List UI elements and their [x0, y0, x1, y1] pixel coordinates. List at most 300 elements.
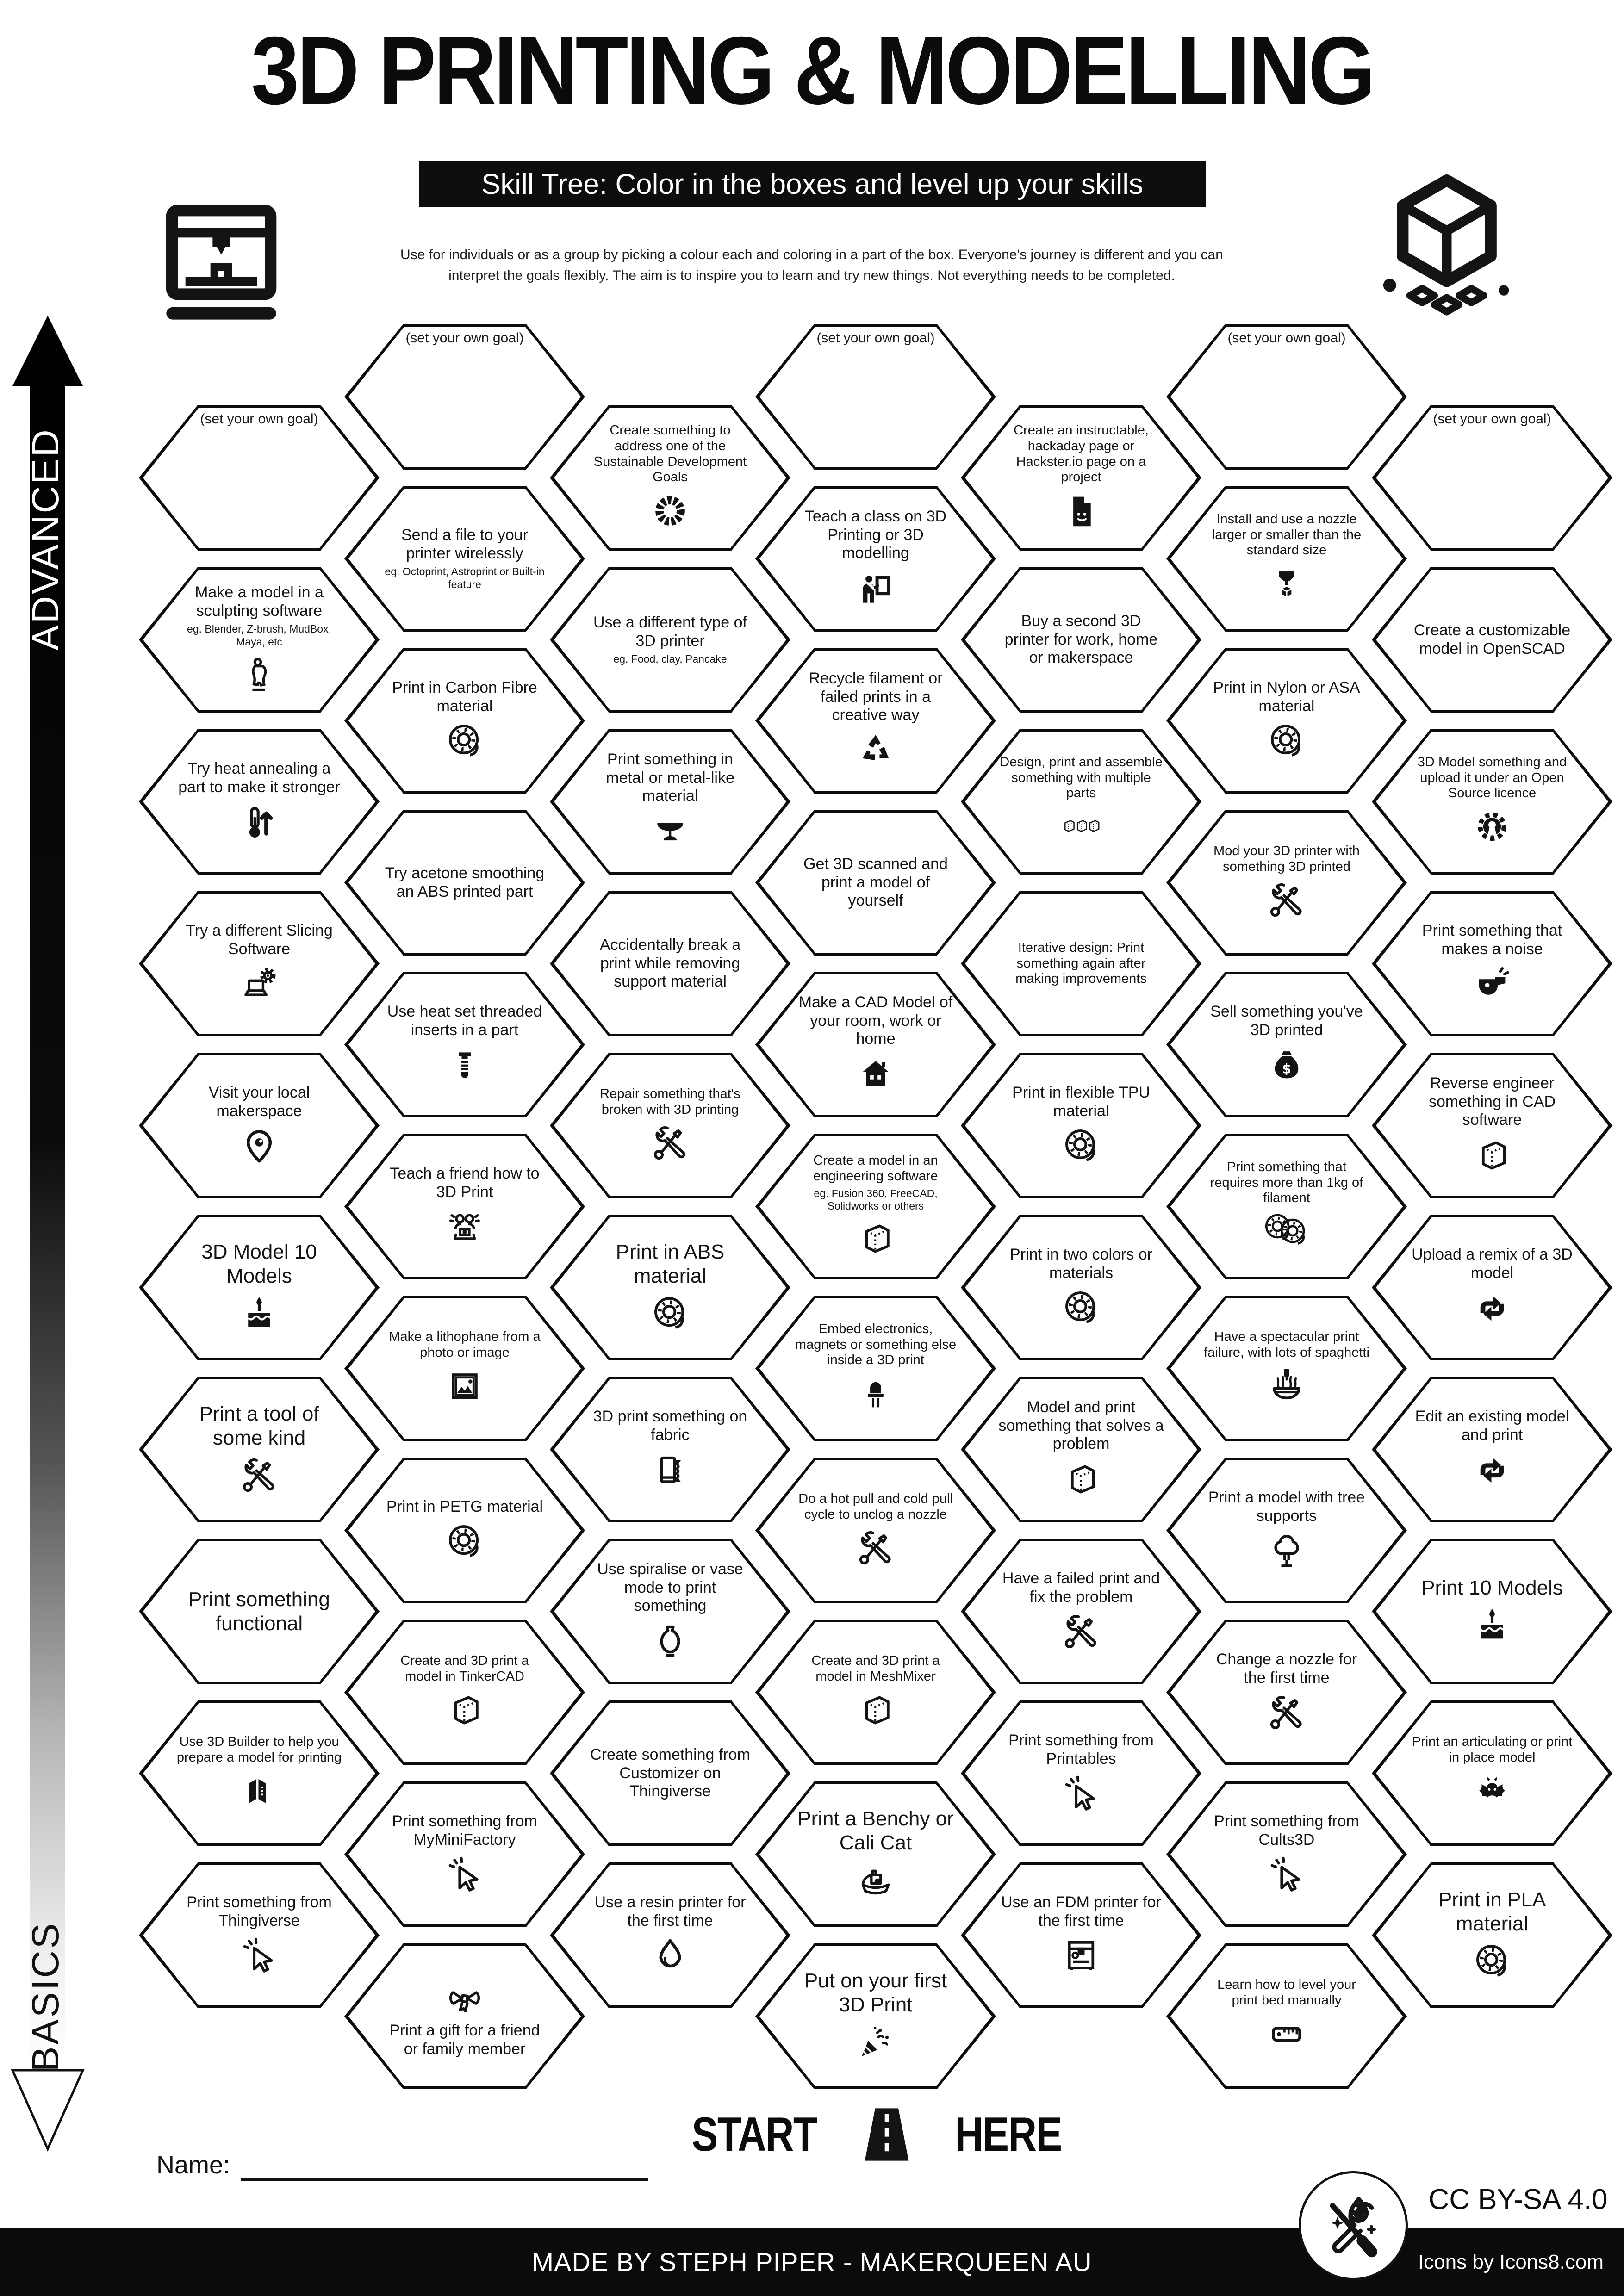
skill-label: Do a hot pull and cold pull cycle to unclog a nozzle	[798, 1491, 953, 1522]
hex-content	[961, 405, 1201, 551]
skill-label: Install and use a nozzle larger or smaller than the standard size	[1212, 512, 1362, 558]
skill-label: Learn how to level your print bed manually	[1217, 1977, 1356, 2008]
skill-label: Print in two colors or materials	[1010, 1246, 1152, 1282]
house-icon	[854, 1053, 897, 1096]
spool-icon	[1471, 1940, 1513, 1983]
skill-label: 3D Model 10 Models	[201, 1241, 317, 1287]
skill-label: Print something in metal or metal-like material	[606, 751, 734, 805]
printer-logo-icon	[147, 172, 295, 357]
arrow-down-head	[12, 2070, 83, 2149]
hex-content	[1166, 1296, 1407, 1441]
badge-tools-icon	[1312, 2184, 1394, 2267]
skill-label: Create a model in an engineering software	[813, 1153, 938, 1184]
gift-bow-icon	[443, 1977, 486, 2020]
skill-hex	[550, 1539, 790, 1684]
skill-hex	[139, 729, 380, 875]
skill-label: Use heat set threaded inserts in a part	[387, 1003, 542, 1039]
hex-content	[755, 648, 996, 794]
skill-label: Print something from MyMiniFactory	[392, 1812, 537, 1849]
hex-content	[344, 486, 585, 632]
skill-sublabel: eg. Food, clay, Pancake	[613, 653, 727, 665]
road-icon	[846, 2098, 927, 2171]
skill-label: Send a file to your printer wirelessly	[401, 526, 529, 562]
skill-hex	[1166, 486, 1407, 632]
skill-label: Print a model with tree supports	[1208, 1489, 1365, 1525]
skill-hex	[1166, 1620, 1407, 1765]
skill-hex	[139, 891, 380, 1036]
skill-label: Mod your 3D printer with something 3D printed	[1213, 843, 1360, 874]
skill-label: Print 10 Models	[1421, 1576, 1563, 1599]
skill-hex	[755, 1458, 996, 1603]
skill-label: Use 3D Builder to help you prepare a model for printing	[176, 1734, 342, 1765]
skill-label: Print something from Cults3D	[1214, 1812, 1359, 1849]
hex-content	[755, 324, 996, 470]
skill-hex	[961, 891, 1201, 1036]
skill-label: Print in Nylon or ASA material	[1213, 679, 1360, 715]
skill-label: Print in PLA material	[1438, 1888, 1546, 1935]
hex-content	[1166, 1620, 1407, 1765]
skill-hex	[961, 405, 1201, 551]
hex-content	[344, 1620, 585, 1765]
spool-icon	[1060, 1125, 1102, 1167]
tools-icon	[1265, 879, 1308, 922]
hex-content	[550, 1862, 790, 2008]
skill-label: Print something from Thingiverse	[187, 1893, 332, 1930]
map-pin-icon	[238, 1125, 280, 1167]
skill-hex	[1372, 891, 1612, 1036]
skill-label: Design, print and assemble something with multiple parts	[1000, 755, 1163, 801]
skill-hex	[344, 486, 585, 632]
anvil-icon	[649, 810, 691, 853]
hex-content	[1166, 1134, 1407, 1279]
maker-badge	[1299, 2171, 1408, 2280]
remix-arrows-icon	[1471, 1449, 1513, 1491]
set-own-goal-label: (set your own goal)	[1227, 330, 1346, 346]
skill-hex	[755, 1781, 996, 1927]
skill-label: Create and 3D print a model in MeshMixer	[811, 1653, 940, 1684]
tools-icon	[1265, 1692, 1308, 1734]
hex-content	[139, 729, 380, 875]
skill-label: Create an instructable, hackaday page or Hackster.io page on a project	[1014, 423, 1149, 485]
thermometer-up-icon	[238, 801, 280, 844]
skill-label: Teach a friend how to 3D Print	[390, 1165, 540, 1201]
hex-content	[139, 1539, 380, 1684]
hex-content	[344, 972, 585, 1117]
level-ruler-icon	[1265, 2013, 1308, 2055]
start-label: START	[691, 2107, 817, 2161]
skill-hex	[139, 1539, 380, 1684]
skill-hex-set-your-own-goal	[1166, 324, 1407, 470]
skill-label: Embed electronics, magnets or something else inside a 3D print	[795, 1322, 957, 1368]
skill-hex	[961, 1700, 1201, 1846]
skill-label: Try heat annealing a part to make it stronger	[178, 760, 340, 796]
skill-label: Visit your local makerspace	[208, 1084, 310, 1120]
hex-content	[961, 1053, 1201, 1198]
skill-hex	[550, 1700, 790, 1846]
skill-hex	[1166, 1781, 1407, 1927]
cake-icon	[1471, 1604, 1513, 1647]
benchy-icon	[854, 1859, 897, 1902]
skill-hex	[1166, 1134, 1407, 1279]
skill-label: Try a different Slicing Software	[186, 922, 333, 958]
party-icon	[854, 2021, 897, 2064]
spaghetti-icon	[1265, 1365, 1308, 1408]
skill-label: Print an articulating or print in place model	[1412, 1734, 1573, 1765]
hex-content	[961, 891, 1201, 1036]
document-face-icon	[1060, 490, 1102, 533]
skill-label: Print something that requires more than 1kg of filament	[1210, 1160, 1363, 1206]
skill-hex-set-your-own-goal	[755, 324, 996, 470]
hex-content	[139, 567, 380, 713]
cursor-icon	[1265, 1854, 1308, 1896]
cursor-icon	[443, 1854, 486, 1896]
skill-hex	[961, 1862, 1201, 2008]
opensource-gear-icon	[1471, 806, 1513, 849]
builder3d-icon	[238, 1770, 280, 1812]
skill-label: Model and print something that solves a problem	[998, 1398, 1164, 1453]
skill-label: Iterative design: Print something again after making improvements	[1015, 940, 1147, 987]
set-own-goal-label: (set your own goal)	[816, 330, 935, 346]
hex-content	[1166, 324, 1407, 470]
skill-hex	[1372, 567, 1612, 713]
arrow-up-head	[12, 316, 83, 386]
hex-content	[550, 1377, 790, 1522]
skill-label: Create and 3D print a model in TinkerCAD	[400, 1653, 529, 1684]
cursor-icon	[238, 1935, 280, 1977]
cursor-icon	[1060, 1773, 1102, 1815]
skill-hex	[1166, 810, 1407, 956]
hex-content	[1166, 1781, 1407, 1927]
skill-hex	[755, 1943, 996, 2089]
skill-hex	[344, 1620, 585, 1765]
hex-content	[139, 1862, 380, 2008]
hex-content	[1372, 1377, 1612, 1522]
skill-hex	[755, 1620, 996, 1765]
teacher-icon	[854, 567, 897, 610]
skill-label: Change a nozzle for the first time	[1216, 1651, 1357, 1687]
skill-hex	[344, 1943, 585, 2089]
hex-content	[755, 1458, 996, 1603]
droplet-icon	[649, 1935, 691, 1977]
skill-label: Buy a second 3D printer for work, home or makerspace	[1004, 612, 1158, 667]
slicer-laptop-icon	[238, 963, 280, 1005]
skill-label: Repair something that's broken with 3D printing	[600, 1086, 740, 1117]
footer-credit: MADE BY STEPH PIPER - MAKERQUEEN AU	[532, 2247, 1092, 2277]
nozzle-icon	[1265, 563, 1308, 606]
hex-content	[344, 810, 585, 956]
hex-content	[344, 1781, 585, 1927]
hex-content	[1166, 648, 1407, 794]
hex-content	[344, 1943, 585, 2089]
skill-hex	[1372, 1539, 1612, 1684]
skill-hex	[1166, 1943, 1407, 2089]
hex-content	[1372, 1215, 1612, 1360]
hex-content	[1166, 972, 1407, 1117]
hex-content	[550, 891, 790, 1036]
skill-label: Make a model in a sculpting software	[195, 583, 324, 620]
hex-content	[1372, 1053, 1612, 1198]
skill-label: Print a gift for a friend or family member	[389, 2022, 540, 2058]
screw-icon	[443, 1044, 486, 1086]
skill-hex	[550, 1862, 790, 2008]
skill-hex	[755, 972, 996, 1117]
fabric-icon	[649, 1449, 691, 1491]
skill-hex	[1166, 972, 1407, 1117]
skill-label: Upload a remix of a 3D model	[1412, 1246, 1573, 1282]
skill-hex	[1166, 1458, 1407, 1603]
skill-hex	[550, 567, 790, 713]
recycle-icon	[854, 729, 897, 772]
skill-label: Create something to address one of the Sustainable Development Goals	[593, 423, 747, 485]
skill-hex	[961, 1377, 1201, 1522]
description: Use for individuals or as a group by picking a colour each and coloring in a part of the box. Everyone's journey is different and you can interpret the goals flexibly. The aim is to inspire you to learn and try new things. Not everything needs to be completed.	[400, 247, 1223, 283]
isocube-logo-icon	[1369, 161, 1524, 324]
skill-hex	[550, 405, 790, 551]
hex-content	[550, 729, 790, 875]
skill-hex	[1372, 1215, 1612, 1360]
skill-label: Make a lithophane from a photo or image	[389, 1329, 541, 1360]
skill-hex	[755, 1296, 996, 1441]
hex-content	[755, 1781, 996, 1927]
hex-content	[139, 1053, 380, 1198]
hex-content	[961, 1700, 1201, 1846]
skill-hex	[550, 1215, 790, 1360]
skill-hex	[755, 648, 996, 794]
skill-label: Print something that makes a noise	[1422, 922, 1562, 958]
skill-hex	[550, 1053, 790, 1198]
fdm-printer-icon	[1060, 1935, 1102, 1977]
hex-content	[755, 1296, 996, 1441]
skill-sublabel: eg. Fusion 360, FreeCAD, Solidworks or others	[814, 1187, 938, 1212]
skill-label: 3D print something on fabric	[593, 1408, 747, 1444]
hex-content	[550, 1700, 790, 1846]
hex-content	[755, 1134, 996, 1279]
hex-content	[139, 1377, 380, 1522]
skill-hex	[139, 1862, 380, 2008]
hex-content	[755, 1620, 996, 1765]
skill-hex	[139, 1700, 380, 1846]
skill-hex	[1166, 1296, 1407, 1441]
name-fill-line	[241, 2178, 648, 2181]
subtitle-banner	[419, 161, 1206, 207]
skill-label: Have a failed print and fix the problem	[1002, 1570, 1160, 1606]
skill-hex-set-your-own-goal	[344, 324, 585, 470]
skill-hex	[1372, 1700, 1612, 1846]
skill-label: Use a resin printer for the first time	[594, 1893, 746, 1930]
hex-content	[755, 810, 996, 956]
skill-hex	[1372, 1377, 1612, 1522]
hex-content	[755, 972, 996, 1117]
skill-hex	[961, 729, 1201, 875]
hex-content	[344, 324, 585, 470]
hex-content	[550, 567, 790, 713]
hex-content	[755, 1943, 996, 2089]
skill-hex-set-your-own-goal	[139, 405, 380, 551]
hex-content	[344, 1458, 585, 1603]
cake-icon	[238, 1292, 280, 1335]
skill-hex	[961, 1539, 1201, 1684]
skill-label: Print a Benchy or Cali Cat	[797, 1807, 954, 1854]
hex-content	[1166, 1943, 1407, 2089]
skill-hex	[755, 1134, 996, 1279]
skill-hex	[961, 1053, 1201, 1198]
hex-content	[550, 1215, 790, 1360]
basics-label: BASICS	[25, 1921, 67, 2072]
icons-credit: Icons by Icons8.com	[1418, 2250, 1604, 2273]
tools-icon	[854, 1527, 897, 1570]
hex-content	[550, 405, 790, 551]
skill-label: Print in ABS material	[616, 1241, 725, 1287]
license-text: CC BY-SA 4.0	[1428, 2184, 1608, 2215]
skill-hex	[139, 1215, 380, 1360]
skill-hex	[1372, 1862, 1612, 2008]
skill-hex	[344, 810, 585, 956]
advanced-label: ADVANCED	[25, 428, 67, 651]
hex-content	[1372, 567, 1612, 713]
hex-content	[344, 648, 585, 794]
hex-content	[961, 1377, 1201, 1522]
sdg-wheel-icon	[649, 490, 691, 533]
cube-icon	[443, 1689, 486, 1731]
skill-label: Put on your first 3D Print	[804, 1969, 947, 2016]
skill-label: Sell something you've 3D printed	[1210, 1003, 1363, 1039]
cube-icon	[854, 1217, 897, 1260]
sculpture-icon	[238, 653, 280, 696]
hex-content	[1166, 1458, 1407, 1603]
skill-hex	[961, 567, 1201, 713]
hex-content	[1166, 810, 1407, 956]
hex-content	[139, 891, 380, 1036]
skill-hex	[1372, 729, 1612, 875]
skill-label: Print in Carbon Fibre material	[392, 679, 537, 715]
skill-hex	[344, 1296, 585, 1441]
hex-content	[755, 486, 996, 632]
skill-label: Print something from Printables	[1008, 1731, 1154, 1768]
tools-icon	[649, 1122, 691, 1165]
skill-hex	[961, 1215, 1201, 1360]
tree-icon	[1265, 1530, 1308, 1572]
skill-label: Get 3D scanned and print a model of yourself	[803, 855, 948, 910]
led-icon	[854, 1373, 897, 1415]
hex-content	[344, 1134, 585, 1279]
hex-content	[139, 1700, 380, 1846]
skill-label: Reverse engineer something in CAD software	[1428, 1074, 1556, 1129]
skill-label: Use spiralise or vase mode to print something	[597, 1560, 743, 1615]
skill-label: Print in PETG material	[386, 1497, 543, 1515]
spool-icon	[443, 1520, 486, 1563]
hex-content	[139, 405, 380, 551]
skill-hex	[344, 648, 585, 794]
skill-hex	[139, 567, 380, 713]
skill-hex	[1372, 1053, 1612, 1198]
tools-icon	[1060, 1611, 1102, 1653]
whistle-icon	[1471, 963, 1513, 1005]
name-label: Name:	[156, 2151, 230, 2179]
page-title: 3D PRINTING & MODELLING	[251, 17, 1373, 124]
skill-hex	[139, 1377, 380, 1522]
skill-label: Have a spectacular print failure, with lots of spaghetti	[1204, 1329, 1369, 1360]
skill-hex	[344, 1458, 585, 1603]
skill-hex	[344, 1134, 585, 1279]
hex-content	[1372, 891, 1612, 1036]
skill-label: Use an FDM printer for the first time	[1001, 1893, 1161, 1930]
dragon-icon	[1471, 1770, 1513, 1812]
hex-content	[961, 567, 1201, 713]
skill-hex	[755, 486, 996, 632]
here-label: HERE	[955, 2107, 1062, 2161]
hex-content	[550, 1539, 790, 1684]
hex-content	[139, 1215, 380, 1360]
subtitle-text: Skill Tree: Color in the boxes and level up your skills	[481, 168, 1144, 200]
skill-label: Create something from Customizer on Thingiverse	[590, 1746, 750, 1800]
vase-icon	[649, 1620, 691, 1663]
skill-hex	[139, 1053, 380, 1198]
skill-label: Use a different type of 3D printer	[593, 614, 747, 650]
cube-icon	[854, 1689, 897, 1731]
hex-content	[1372, 1539, 1612, 1684]
lithophane-icon	[443, 1365, 486, 1408]
skill-hex	[1166, 648, 1407, 794]
skill-hex	[344, 1781, 585, 1927]
skill-hex-set-your-own-goal	[1372, 405, 1612, 551]
hex-content	[1372, 729, 1612, 875]
spools2-icon	[1265, 1211, 1308, 1253]
tools-icon	[238, 1454, 280, 1497]
start-here	[691, 2098, 1062, 2171]
skill-hex	[550, 1377, 790, 1522]
skill-label: Try acetone smoothing an ABS printed part	[385, 864, 545, 900]
hex-content	[961, 1862, 1201, 2008]
skill-label: Print a tool of some kind	[199, 1402, 319, 1449]
skill-sublabel: eg. Blender, Z-brush, MudBox, Maya, etc	[187, 623, 331, 648]
skill-label: 3D Model something and upload it under an Open Source licence	[1417, 755, 1567, 801]
skill-label: Make a CAD Model of your room, work or home	[798, 993, 953, 1048]
moneybag-icon	[1265, 1044, 1308, 1086]
hex-content	[550, 1053, 790, 1198]
skill-label: Recycle filament or failed prints in a creative way	[809, 670, 943, 724]
cube-icon	[1471, 1134, 1513, 1177]
skill-hex	[550, 891, 790, 1036]
spool-icon	[649, 1292, 691, 1335]
skill-hex	[755, 810, 996, 956]
skill-label: Edit an existing model and print	[1415, 1408, 1569, 1444]
spool-icon	[443, 720, 486, 763]
friends-icon	[443, 1206, 486, 1248]
skill-label: Accidentally break a print while removing support material	[599, 936, 741, 991]
hex-content	[1372, 405, 1612, 551]
hex-content	[961, 729, 1201, 875]
cubes3-icon	[1060, 806, 1102, 849]
skill-sublabel: eg. Octoprint, Astroprint or Built-in feature	[385, 565, 545, 590]
skill-label: Print in flexible TPU material	[1012, 1084, 1150, 1120]
cube-icon	[1060, 1458, 1102, 1501]
hex-content	[1372, 1862, 1612, 2008]
skill-label: Create a customizable model in OpenSCAD	[1413, 621, 1571, 658]
skill-hex	[344, 972, 585, 1117]
skill-hex	[550, 729, 790, 875]
hex-content	[961, 1539, 1201, 1684]
spool-icon	[1265, 720, 1308, 763]
set-own-goal-label: (set your own goal)	[200, 411, 318, 427]
hex-content	[344, 1296, 585, 1441]
set-own-goal-label: (set your own goal)	[1433, 411, 1551, 427]
skill-label: Print something functional	[188, 1588, 330, 1635]
remix-arrows-icon	[1471, 1287, 1513, 1329]
spool-icon	[1060, 1287, 1102, 1329]
hex-content	[961, 1215, 1201, 1360]
skill-label: Teach a class on 3D Printing or 3D modelling	[804, 508, 947, 562]
set-own-goal-label: (set your own goal)	[405, 330, 524, 346]
